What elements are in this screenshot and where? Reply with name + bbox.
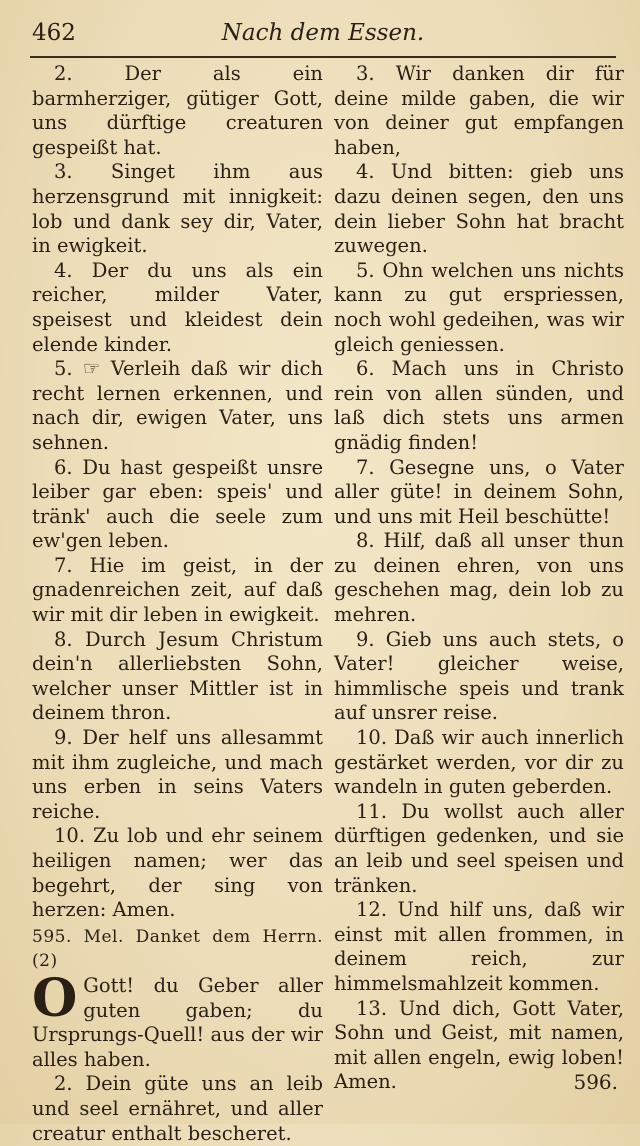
verse-10: 10. Zu lob und ehr seinem heiligen namen; wer das begehrt, der sing von herzen: Amen.: [32, 824, 323, 922]
verse-2: 2. Der als ein barmherziger, gütiger Gott, uns dürftige creaturen gespeißt hat.: [32, 62, 323, 159]
catchword: 596.: [573, 1070, 618, 1094]
header-rule: [30, 56, 616, 58]
verse-5: 5. ☞ Verleih daß wir dich recht lernen erkennen, und nach dir, ewigen Vater, uns sehnen.: [32, 357, 323, 454]
hymn-heading: 595. Mel. Danket dem Herrn. (2): [32, 926, 323, 972]
verse-5: 5. Ohn welchen uns nichts kann zu gut erspriessen, noch wohl gedeihen, was wir gleich geniessen.: [334, 258, 624, 356]
verse-8: 8. Hilf, daß all unser thun zu deinen ehren, von uns geschehen mag, dein lob zu mehren.: [334, 529, 624, 627]
drop-cap-letter: O: [32, 967, 78, 1029]
verse-11: 11. Du wollst auch aller dürftigen gedenken, und sie an leib und seel speisen und tränken.: [334, 799, 624, 897]
page-number: 462: [32, 20, 76, 46]
verse-13: 13. Und dich, Gott Vater, Sohn und Geist, mit namen, mit allen engeln, ewig loben! Amen.: [334, 996, 624, 1094]
hymn-verse-2: 2. Dein güte uns an leib und seel ernähret, und aller creatur enthalt bescheret.: [32, 1072, 323, 1145]
verse-3: 3. Wir danken dir für deine milde gaben, die wir von deiner gut empfangen haben,: [334, 62, 624, 159]
running-title: Nach dem Essen.: [221, 20, 425, 46]
verse-4: 4. Und bitten: gieb uns dazu deinen segen, den uns dein lieber Sohn hat bracht zuwegen.: [334, 160, 624, 258]
right-column: [334, 62, 624, 1095]
verse-6: 6. Du hast gespeißt unsre leiber gar eben: speis' und tränk' auch die seele zum ew'gen leben.: [32, 455, 323, 553]
verse-8: 8. Durch Jesum Christum dein'n allerliebsten Sohn, welcher unser Mittler ist in deinem thron.: [32, 627, 323, 725]
verse-10: 10. Daß wir auch innerlich gestärket werden, vor dir zu wandeln in guten geberden.: [334, 726, 624, 799]
verse-7: 7. Gesegne uns, o Vater aller güte! in deinem Sohn, und uns mit Heil beschütte!: [334, 455, 624, 528]
hymn-first-verse: [32, 967, 323, 1072]
hymn-first-verse-text: Gott! du Geber aller guten gaben; du Ursprungs-Quell! aus der wir alles haben.: [32, 973, 323, 1071]
verse-4: 4. Der du uns als ein reicher, milder Vater, speisest und kleidest dein elende kinder.: [32, 258, 323, 356]
verse-6: 6. Mach uns in Christo rein von allen sünden, und laß dich stets uns armen gnädig finden!: [334, 357, 624, 454]
verse-3: 3. Singet ihm aus herzensgrund mit innigkeit: lob und dank sey dir, Vater, in ewigkeit.: [32, 160, 323, 258]
verse-7: 7. Hie im geist, in der gnadenreichen zeit, auf daß wir mit dir leben in ewigkeit.: [32, 553, 323, 627]
verse-9: 9. Gieb uns auch stets, o Vater! gleicher weise, himmlische speis und trank auf unsrer reise.: [334, 627, 624, 725]
left-column: [32, 62, 323, 1146]
page-header: [28, 14, 618, 54]
verse-12: 12. Und hilf uns, daß wir einst mit allen frommen, in deinem reich, zur himmelsmahlzeit kommen.: [334, 898, 624, 995]
verse-9: 9. Der helf uns allesammt mit ihm zugleiche, und mach uns erben in seins Vaters reiche.: [32, 726, 323, 823]
